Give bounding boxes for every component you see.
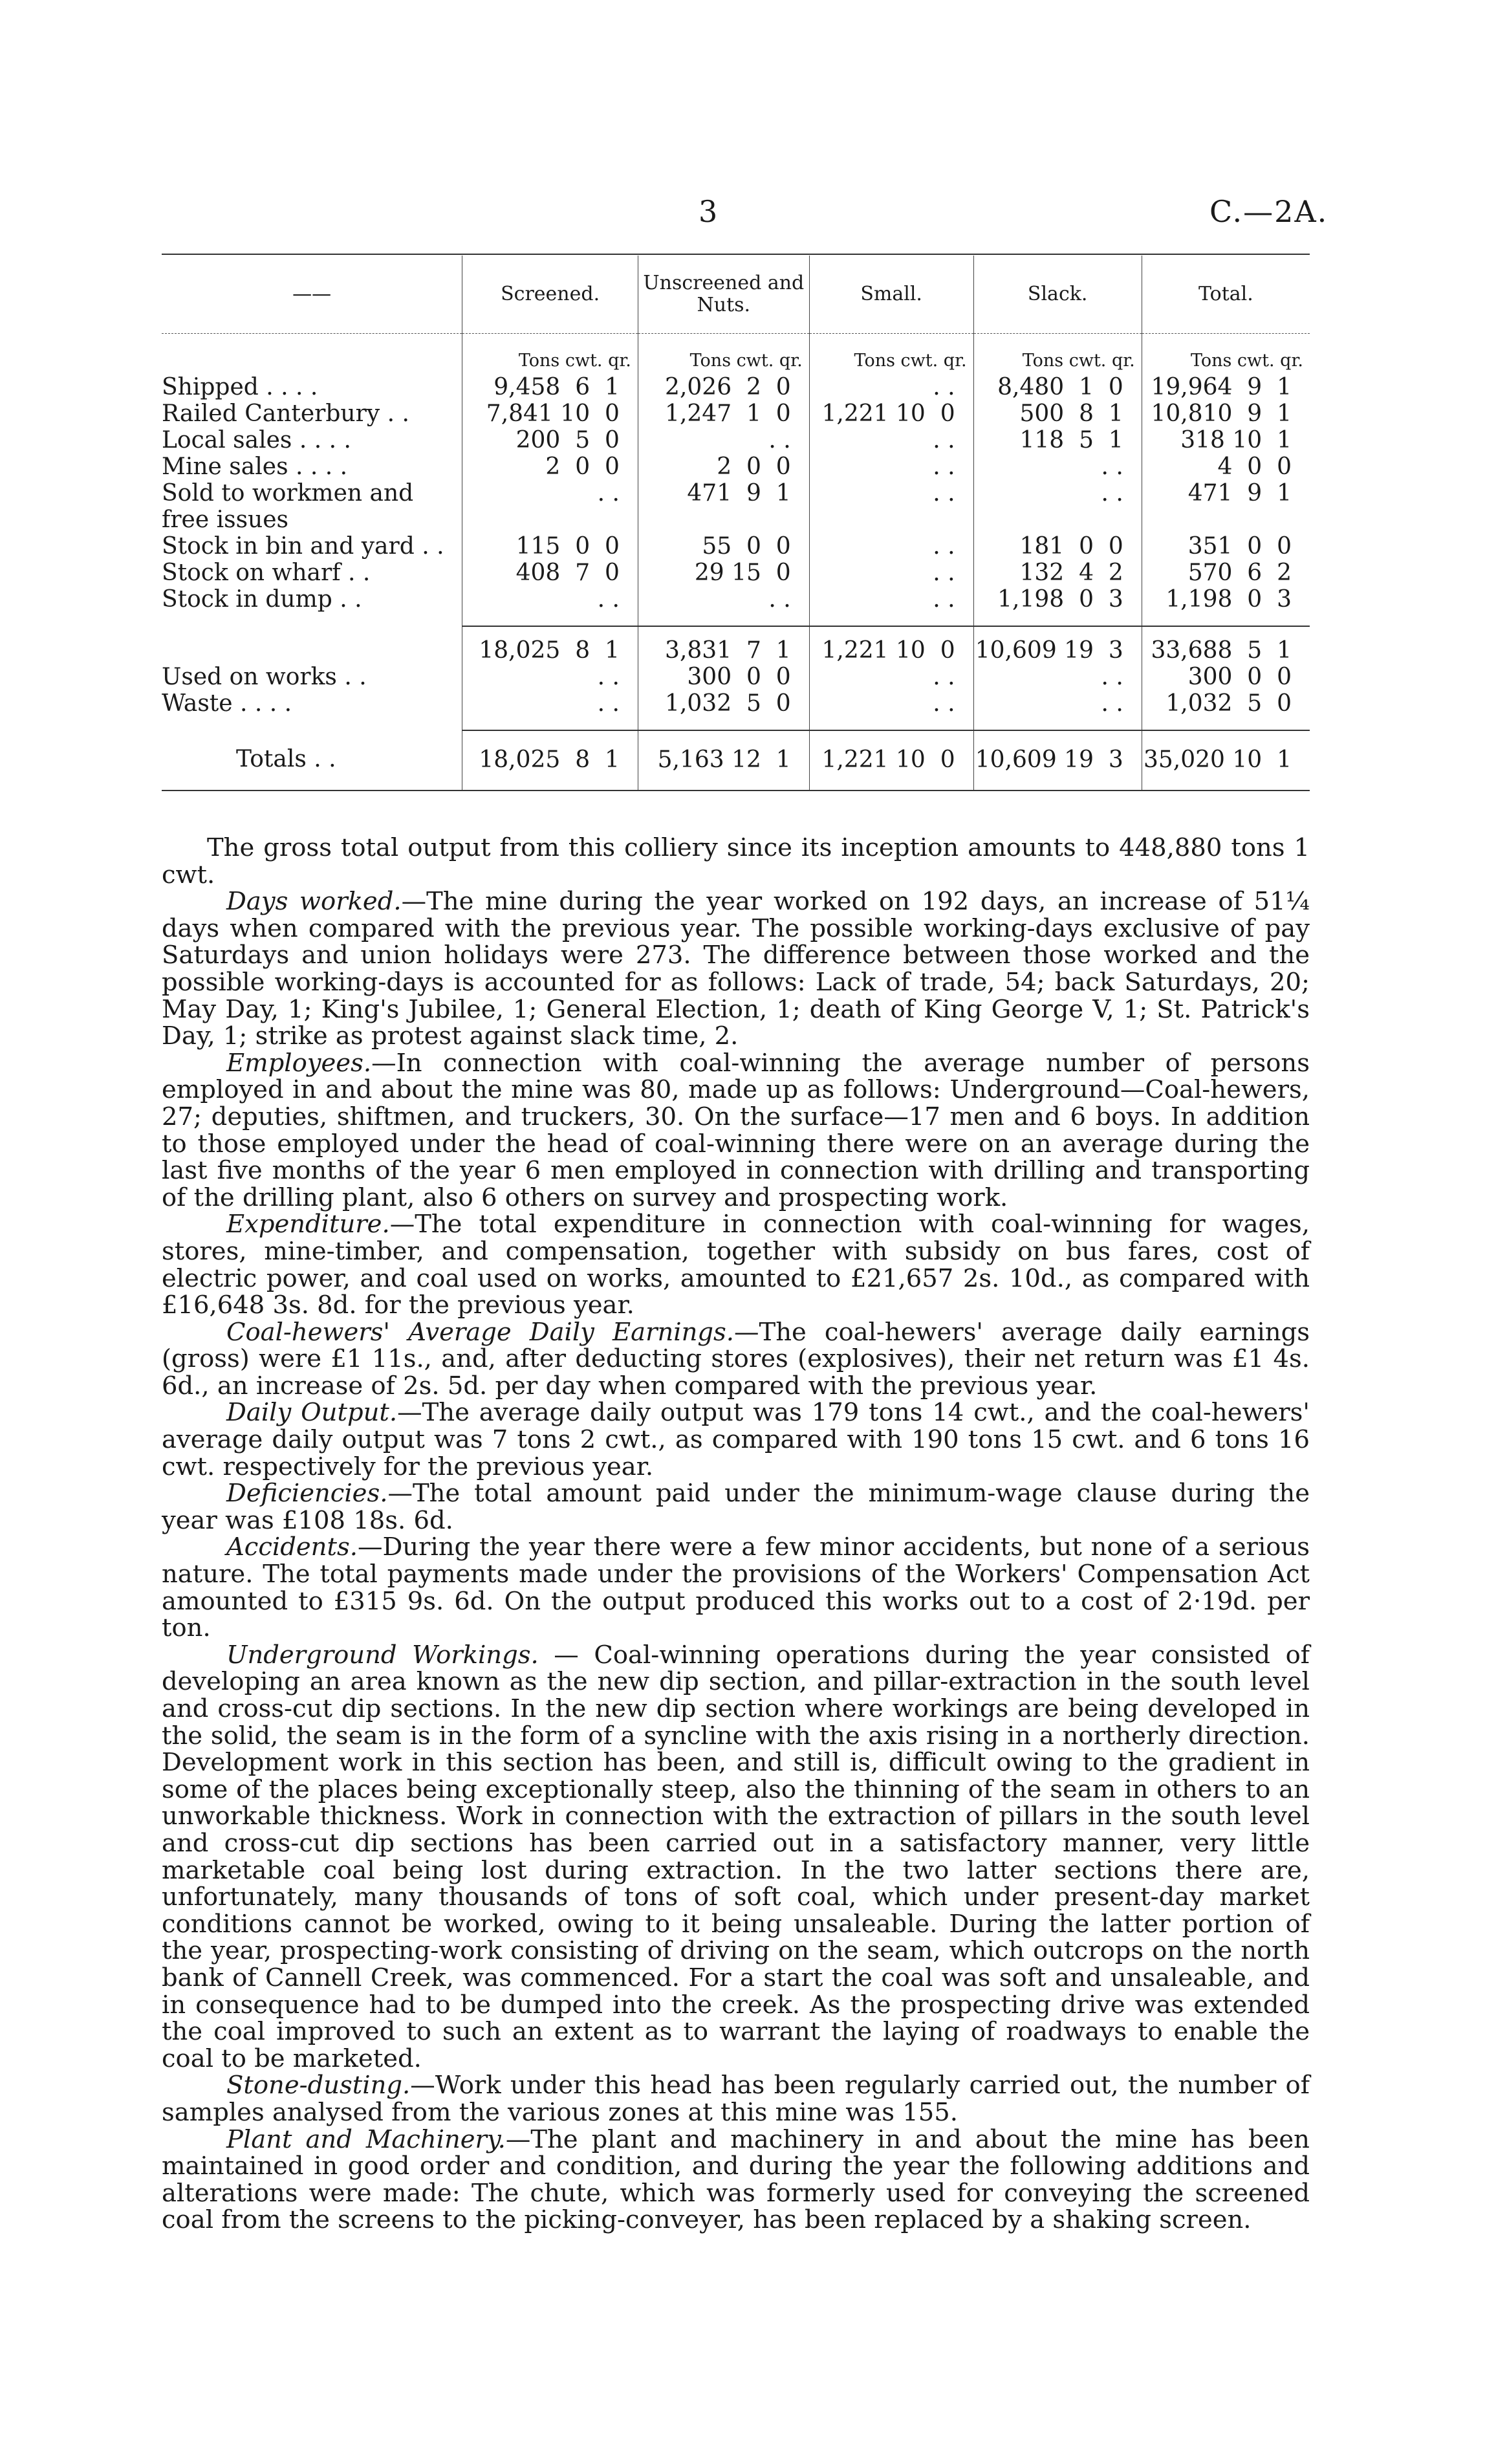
cell: . . xyxy=(809,586,973,613)
cell: 5,163 12 1 xyxy=(638,730,809,790)
column-header: Screened. xyxy=(462,256,638,334)
cell: 1,221 10 0 xyxy=(809,400,973,427)
table-row xyxy=(162,453,1310,480)
cell: 4 0 0 xyxy=(1142,453,1310,480)
cell: . . xyxy=(462,690,638,717)
cell: 2,026 2 0 xyxy=(638,374,809,400)
paragraph-text: —During the year there were a few minor accidents, but none of a serious nature. The total payments made under the provisions of the Workers' Compensation Act amounted to £315 9s. 6d. On the output produced this works out to a cost of 2·19d. per ton. xyxy=(162,1532,1310,1643)
unit-label: Tons cwt. qr. xyxy=(809,334,973,375)
paragraph xyxy=(162,1211,1310,1318)
cell: 35,020 10 1 xyxy=(1142,730,1310,790)
paragraph-heading: Accidents. xyxy=(226,1532,358,1562)
table-row xyxy=(162,480,1310,533)
cell: . . xyxy=(973,453,1142,480)
paragraph-text: —In connection with coal-winning the average number of persons employed in and about the mine was 80, made up as follows: Underground—Coal-hewers, 27; deputies, shiftmen, and truckers, 30. On the surface—17 men and 6 boys. In addition to those employed under the head of coal-winning there were on an average during the last five months of the year 6 men employed in connection with drilling and transporting of the drilling plant, also 6 others on survey and prospecting work. xyxy=(162,1048,1310,1212)
table-top-rule xyxy=(162,254,1310,255)
cell: 2 0 0 xyxy=(462,453,638,480)
row-label: Used on works . . xyxy=(162,664,367,690)
cell: 2 0 0 xyxy=(638,453,809,480)
row-label: Totals . . xyxy=(162,730,462,790)
paragraph-heading: Underground Workings. xyxy=(226,1640,539,1670)
row-label: Stock in dump . . xyxy=(162,586,362,613)
cell: . . xyxy=(973,690,1142,717)
cell: 8,480 1 0 xyxy=(973,374,1142,400)
output-table xyxy=(162,256,1310,791)
cell: 351 0 0 xyxy=(1142,533,1310,560)
table-row xyxy=(162,400,1310,427)
cell: 33,688 5 1 xyxy=(1142,626,1310,664)
cell: 10,609 19 3 xyxy=(973,626,1142,664)
cell: . . xyxy=(973,480,1142,533)
cell: 300 0 0 xyxy=(638,664,809,690)
cell: 1,198 0 3 xyxy=(1142,586,1310,613)
paragraph-heading: Employees. xyxy=(226,1048,372,1078)
cell: 7,841 10 0 xyxy=(462,400,638,427)
paragraph xyxy=(162,834,1310,888)
cell: . . xyxy=(809,690,973,717)
cell: 300 0 0 xyxy=(1142,664,1310,690)
paragraph-heading: Days worked. xyxy=(226,887,402,917)
cell: 115 0 0 xyxy=(462,533,638,560)
unit-label: Tons cwt. qr. xyxy=(973,334,1142,375)
cell: 118 5 1 xyxy=(973,427,1142,453)
cell: 29 15 0 xyxy=(638,560,809,586)
column-header: Small. xyxy=(809,256,973,334)
paragraph-text: —The average daily output was 179 tons 14 cwt., and the coal-hewers' average daily output was 7 tons 2 cwt., as compared with 190 tons 15 cwt. and 6 tons 16 cwt. respectively for the previous year. xyxy=(162,1398,1310,1481)
table-row xyxy=(162,560,1310,586)
page-number: 3 xyxy=(699,194,718,229)
row-label: Stock on wharf . . xyxy=(162,560,371,586)
cell: . . xyxy=(809,427,973,453)
paragraph xyxy=(162,2126,1310,2234)
cell: 1,198 0 3 xyxy=(973,586,1142,613)
cell: . . xyxy=(809,664,973,690)
unit-label: Tons cwt. qr. xyxy=(638,334,809,375)
cell: . . xyxy=(809,453,973,480)
row-label: Mine sales . . . . xyxy=(162,453,348,480)
paragraph-text: —The total amount paid under the minimum-wage clause during the year was £108 18s. 6d. xyxy=(162,1479,1310,1535)
cell: 18,025 8 1 xyxy=(462,626,638,664)
cell: 1,032 5 0 xyxy=(638,690,809,717)
row-label: Local sales . . . . xyxy=(162,427,351,453)
paragraph xyxy=(162,1480,1310,1534)
table-row xyxy=(162,690,1310,717)
unit-label: Tons cwt. qr. xyxy=(462,334,638,375)
paragraph xyxy=(162,888,1310,1050)
paragraph xyxy=(162,2072,1310,2126)
row-label: Shipped . . . . xyxy=(162,374,318,400)
column-header: Total. xyxy=(1142,256,1310,334)
cell: . . xyxy=(638,427,809,453)
unit-label: Tons cwt. qr. xyxy=(1142,334,1310,375)
paragraph-text: —The plant and machinery in and about the mine has been maintained in good order and condition, and during the year the following additions and alterations were made: The chute, which was formerly used for conveying the screened coal from the screens to the picking-conveyer, has been replaced by a shaking screen. xyxy=(162,2124,1310,2235)
paragraph-heading: Stone-dusting. xyxy=(226,2071,411,2100)
table-row xyxy=(162,664,1310,690)
cell: . . xyxy=(462,664,638,690)
cell: . . xyxy=(809,533,973,560)
row-label: Railed Canterbury . . xyxy=(162,400,409,427)
report-body xyxy=(162,834,1310,2234)
cell: 408 7 0 xyxy=(462,560,638,586)
paragraph xyxy=(162,1319,1310,1400)
cell: 471 9 1 xyxy=(638,480,809,533)
totals-row xyxy=(162,730,1310,790)
table-header-row xyxy=(162,256,1310,334)
units-row xyxy=(162,334,1310,375)
row-label: Stock in bin and yard . . xyxy=(162,533,444,560)
paragraph-text: — Coal-winning operations during the year consisted of developing an area known as the new dip section, and pillar-extraction in the south level and cross-cut dip sections. In the new dip section where workings are being developed in the solid, the seam is in the form of a syncline with the axis rising in a northerly direction. Development work in this section has been, and still is, difficult owing to the gradient in some of the places being exceptionally steep, also the thinning of the seam in others to an unworkable thickness. Work in connection with the extraction of pillars in the south level and cross-cut dip sections has been carried out in a satisfactory manner, very little marketable coal being lost during extraction. In the two latter sections there are, unfortunately, many thousands of tons of soft coal, which under present-day market conditions cannot be worked, owing to it being unsaleable. During the latter portion of the year, prospecting-work consisting of driving on the seam, which outcrops on the north bank of Cannell Creek, was commenced. For a start the coal was soft and unsaleable, and in consequence had to be dumped into the creek. As the prospecting drive was extended the coal improved to such an extent as to warrant the laying of roadways to enable the coal to be marketed. xyxy=(162,1640,1310,2073)
cell: . . xyxy=(462,586,638,613)
paragraph-heading: Expenditure. xyxy=(226,1210,390,1239)
cell: . . xyxy=(809,480,973,533)
table-row xyxy=(162,533,1310,560)
cell: 3,831 7 1 xyxy=(638,626,809,664)
cell: 471 9 1 xyxy=(1142,480,1310,533)
paragraph-text: —The coal-hewers' average daily earnings (gross) were £1 11s., and, after deducting stores (explosives), their net return was £1 4s. 6d., an increase of 2s. 5d. per day when compared with the previous year. xyxy=(162,1317,1310,1401)
table-row xyxy=(162,374,1310,400)
paragraph-heading: Coal-hewers' Average Daily Earnings. xyxy=(226,1317,735,1347)
row-label: Waste . . . . xyxy=(162,690,292,717)
paragraph xyxy=(162,1050,1310,1212)
column-header: Unscreened and Nuts. xyxy=(638,256,809,334)
cell: . . xyxy=(809,560,973,586)
cell: 318 10 1 xyxy=(1142,427,1310,453)
row-label: Sold to workmen and free issues xyxy=(162,480,414,533)
cell: 10,609 19 3 xyxy=(973,730,1142,790)
cell: 19,964 9 1 xyxy=(1142,374,1310,400)
cell: 55 0 0 xyxy=(638,533,809,560)
cell: . . xyxy=(973,664,1142,690)
cell: 132 4 2 xyxy=(973,560,1142,586)
paragraph-heading: Daily Output. xyxy=(226,1398,398,1428)
cell: . . xyxy=(462,480,638,533)
paragraph xyxy=(162,1399,1310,1480)
paragraph-text: —The total expenditure in connection with coal-winning for wages, stores, mine-timber, and compensation, together with subsidy on bus fares, cost of electric power, and coal used on works, amounted to £21,657 2s. 10d., as compared with £16,648 3s. 8d. for the previous year. xyxy=(162,1210,1310,1320)
cell: 9,458 6 1 xyxy=(462,374,638,400)
cell: 181 0 0 xyxy=(973,533,1142,560)
cell: . . xyxy=(638,586,809,613)
document-reference: C.—2A. xyxy=(1209,194,1328,229)
cell: 1,247 1 0 xyxy=(638,400,809,427)
cell: 18,025 8 1 xyxy=(462,730,638,790)
paragraph-text: —Work under this head has been regularly carried out, the number of samples analysed from the various zones at this mine was 155. xyxy=(162,2071,1310,2127)
cell: 1,221 10 0 xyxy=(809,626,973,664)
table-row xyxy=(162,427,1310,453)
paragraph-text: The gross total output from this colliery since its inception amounts to 448,880 tons 1 cwt. xyxy=(162,833,1310,889)
cell: 1,221 10 0 xyxy=(809,730,973,790)
cell: 500 8 1 xyxy=(973,400,1142,427)
cell: 570 6 2 xyxy=(1142,560,1310,586)
column-header: —— xyxy=(162,256,462,334)
paragraph xyxy=(162,1642,1310,2073)
paragraph-text: —The mine during the year worked on 192 days, an increase of 51¼ days when compared with the previous year. The possible working-days exclusive of pay Saturdays and union holidays were 273. The difference between those worked and the possible working-days is accounted for as follows: Lack of trade, 54; back Saturdays, 20; May Day, 1; King's Jubilee, 1; General Election, 1; death of King George V, 1; St. Patrick's Day, 1; strike as protest against slack time, 2. xyxy=(162,887,1310,1051)
cell: . . xyxy=(809,374,973,400)
cell: 1,032 5 0 xyxy=(1142,690,1310,717)
cell: 200 5 0 xyxy=(462,427,638,453)
paragraph xyxy=(162,1534,1310,1641)
paragraph-heading: Plant and Machinery. xyxy=(226,2124,506,2154)
paragraph-heading: Deficiencies. xyxy=(226,1479,388,1509)
subtotal-row xyxy=(162,626,1310,664)
table-row xyxy=(162,586,1310,613)
column-header: Slack. xyxy=(973,256,1142,334)
cell: 10,810 9 1 xyxy=(1142,400,1310,427)
